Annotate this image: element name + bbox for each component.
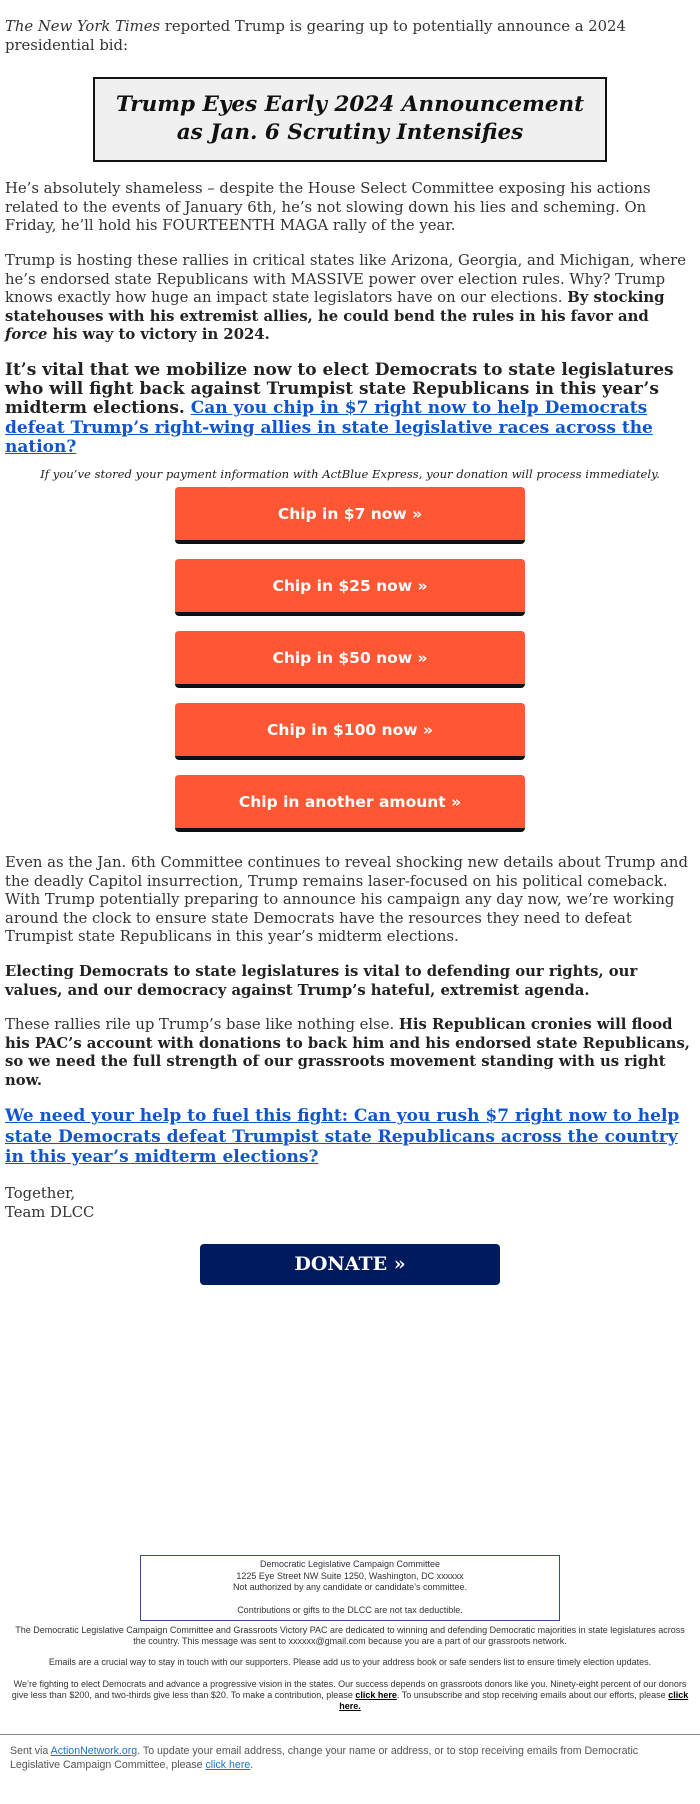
sent-via-end: . xyxy=(250,1758,254,1771)
chip-25-button[interactable]: Chip in $25 now » xyxy=(175,559,525,616)
fighting-text: We’re fighting to elect Democrats and advance a progressive vision in the states. Our success depends on grassroots donors like you. Ninety-eight percent of our donors give less than $200, and two-thirds give less than $20. To make a contribution, please xyxy=(11,1678,687,1700)
sent-via-text: Sent via xyxy=(10,1745,51,1758)
emails-note: Emails are a crucial way to stay in touch with our supporters. Please add us to your address book or safe senders list to ensure timely election updates. xyxy=(48,1657,652,1668)
chip-50-button[interactable]: Chip in $50 now » xyxy=(175,631,525,688)
signoff-line-2: Team DLCC xyxy=(5,1203,95,1221)
actblue-express-note: If you’ve stored your payment information with ActBlue Express, your donation will process immediately. xyxy=(40,466,660,481)
rallies-force: force xyxy=(5,326,48,344)
donate-button[interactable]: DONATE » xyxy=(200,1244,500,1285)
donation-buttons xyxy=(5,487,695,832)
update-email-link[interactable]: click here xyxy=(205,1758,251,1771)
footer xyxy=(0,1555,700,1772)
dedicated-note: The Democratic Legislative Campaign Committee and Grassroots Victory PAC are dedicated to winning and defending Democratic majorities in state legislatures across the country. This message was sent to xxxxxx@gmail.com because you are a part of our grassroots network. xyxy=(15,1625,685,1647)
address-box xyxy=(140,1555,560,1621)
fighting-note xyxy=(0,1679,700,1713)
contribute-link[interactable]: click here xyxy=(355,1689,397,1700)
headline-box xyxy=(93,77,607,162)
paragraph-fuel-fight xyxy=(5,1106,695,1167)
chip-in-link[interactable]: Can you chip in $7 right now to help Democrats defeat Trump’s right-wing allies in state legislative races across the nation? xyxy=(5,398,653,457)
actionnetwork-link[interactable]: ActionNetwork.org xyxy=(50,1745,138,1758)
authorization-note: Not authorized by any candidate or candidate’s committee. xyxy=(233,1582,467,1592)
sent-via-mid: . To update your email address, change your name or address, or to stop receiving emails from Democratic Legislative Campaign Committee, please xyxy=(10,1745,639,1771)
rallies-bold-end: his way to victory in 2024. xyxy=(47,326,270,344)
mobilize-text: It’s vital that we mobilize now to elect Democrats to state legislatures who will fight back against Trumpist state Republicans in this year’s midterm elections. xyxy=(5,359,674,419)
cronies-text: These rallies rile up Trump’s base like nothing else. xyxy=(5,1016,399,1034)
paragraph-electing: Electing Democrats to state legislatures is vital to defending our rights, our values, and our democracy against Trump’s hateful, extremist agenda. xyxy=(5,962,638,999)
cronies-bold: His Republican cronies will flood his PAC’s account with donations to back him and his endorsed state Republicans, so we need the full strength of our grassroots movement standing with us right now. xyxy=(5,1016,690,1089)
intro-source: The New York Times xyxy=(5,18,161,35)
fighting-text-mid: . To unsubscribe and stop receiving emails about our efforts, please xyxy=(396,1689,669,1700)
paragraph-shameless: He’s absolutely shameless – despite the House Select Committee exposing his actions related to the events of January 6th, he’s not slowing down his lies and scheming. On Friday, he’ll hold his FOURTEENTH MAGA rally of the year. xyxy=(5,180,651,235)
unsubscribe-link[interactable]: click here. xyxy=(339,1689,689,1712)
paragraph-committee: Even as the Jan. 6th Committee continues to reveal shocking new details about Trump and the deadly Capitol insurrection, Trump remains laser-focused on his political comeback. With Trump potentially preparing to announce his campaign any day now, we’re working around the clock to ensure state Democrats have the resources they need to defeat Trumpist state Republicans in this year’s midterm elections. xyxy=(5,853,688,946)
intro-text: reported Trump is gearing up to potentially announce a 2024 presidential bid: xyxy=(5,18,626,54)
sent-via-note xyxy=(0,1735,700,1772)
paragraph-cronies xyxy=(5,1016,695,1090)
chip-7-button[interactable]: Chip in $7 now » xyxy=(175,487,525,544)
chip-other-amount-button[interactable]: Chip in another amount » xyxy=(175,775,525,832)
paragraph-mobilize xyxy=(5,361,695,457)
headline-text: Trump Eyes Early 2024 Announcement as Jan. 6 Scrutiny Intensifies xyxy=(115,92,585,146)
intro-paragraph xyxy=(5,0,695,55)
rallies-bold: By stocking statehouses with his extremist allies, he could bend the rules in his favor and xyxy=(5,289,665,325)
tax-note: Contributions or gifts to the DLCC are not tax deductible. xyxy=(237,1604,463,1615)
org-name: Democratic Legislative Campaign Committee xyxy=(259,1559,441,1569)
signoff-line-1: Together, xyxy=(5,1185,76,1203)
fuel-fight-link[interactable]: We need your help to fuel this fight: Can you rush $7 right now to help state Democrats defeat Trumpist state Republicans across the country in this year’s midterm elections? xyxy=(5,1106,680,1167)
rallies-text: Trump is hosting these rallies in critical states like Arizona, Georgia, and Michigan, where he’s endorsed state Republicans with MASSIVE power over election rules. Why? Trump knows exactly how huge an impact state legislators have on our elections. xyxy=(5,251,687,307)
signoff xyxy=(5,1185,695,1222)
org-address: 1225 Eye Street NW Suite 1250, Washington, DC xxxxxx xyxy=(236,1570,464,1581)
paragraph-rallies xyxy=(5,252,695,345)
chip-100-button[interactable]: Chip in $100 now » xyxy=(175,703,525,760)
